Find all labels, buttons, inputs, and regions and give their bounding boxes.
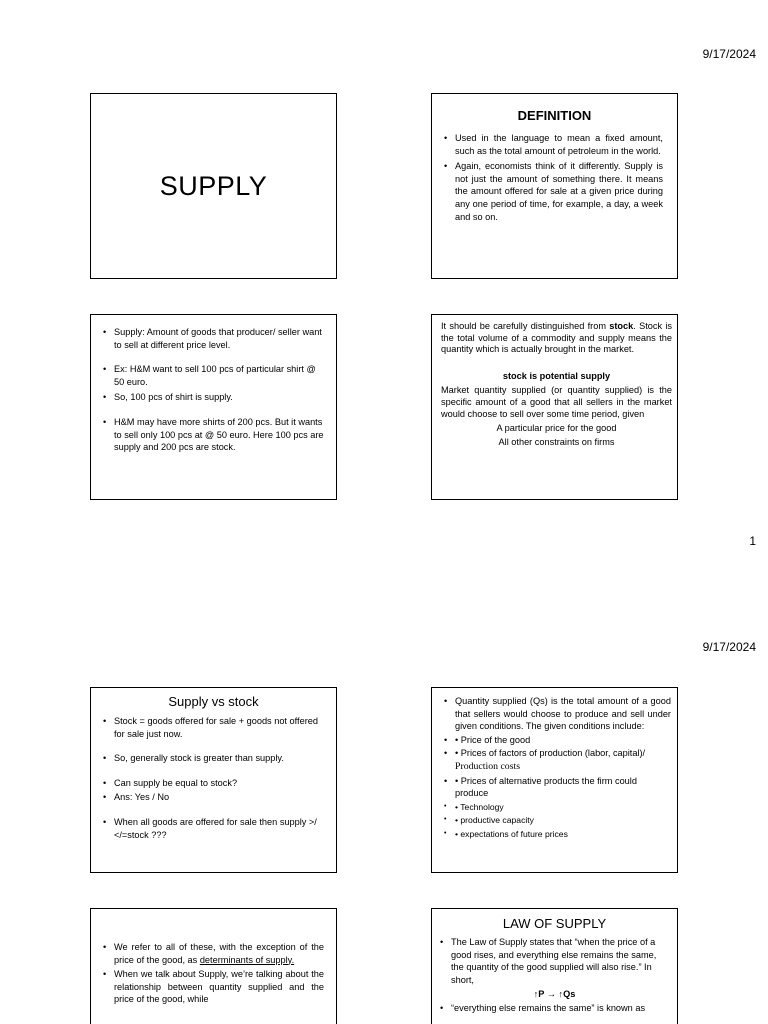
slide-title: LAW OF SUPPLY [502,916,607,931]
list-item: • • Technology [442,801,671,814]
list-item: • Used in the language to mean a fixed amount, such as the total amount of petroleum in the world. [442,132,663,157]
production-costs-text: Production costs [455,760,521,772]
list-item: • So, 100 pcs of shirt is supply. [101,391,324,404]
slide-supply-title [90,93,337,279]
list-item: • • Prices of alternative products the firm could produce [442,775,671,800]
list-item: • Stock = goods offered for sale + goods not offered for sale just now. [101,715,324,740]
list-item: • Supply: Amount of goods that producer/ seller want to sell at different price level. [101,326,324,351]
stock-term: stock [609,321,634,331]
list-item: • H&M may have more shirts of 200 pcs. But it wants to sell only 100 pcs at @ 50 euro. Here 100 pcs are supply and 200 pcs are stock. [101,416,324,454]
list-item: • We refer to all of these, with the exception of the price of the good, as determinants of supply. [101,941,324,966]
bullet-list [432,931,677,986]
slide-supply-example [90,314,337,500]
slide-law-of-supply [431,908,678,1024]
list-item: • Ex: H&M want to sell 100 pcs of particular shirt @ 50 euro. [101,363,324,388]
slide-stock-distinction [431,314,678,500]
list-item: • When we talk about Supply, we’re talking about the relationship between quantity supplied and the price of the good, while [101,968,324,1006]
bullet-list [91,709,336,841]
page-2-date: 9/17/2024 [702,640,756,654]
condition-line: A particular price for the good [496,423,617,434]
bullet-list [91,909,336,1006]
list-item: • “everything else remains the same” is known as [438,1002,669,1015]
list-item: • • Prices of factors of production (labor, capital)/ Production costs [442,747,671,773]
list-item: • • expectations of future prices [442,828,671,841]
slide-title: SUPPLY [159,171,268,201]
bullet-list [432,688,677,841]
slide-supply-vs-stock [90,687,337,873]
market-quantity-paragraph: Market quantity supplied (or quantity supplied) is the specific amount of a good that all sellers in the market would choose to sell over some time period, given [441,385,672,419]
list-item: • Ans: Yes / No [101,791,324,804]
list-item: • • Price of the good [442,734,671,747]
slide-determinants [90,908,337,1024]
bullet-list [432,1001,677,1015]
page-1-date: 9/17/2024 [702,47,756,61]
bullet-list [432,123,677,223]
slide-quantity-supplied [431,687,678,873]
list-item: • • productive capacity [442,814,671,827]
slide-title: Supply vs stock [168,694,259,709]
list-item: • So, generally stock is greater than supply. [101,752,324,765]
law-formula: ↑P → ↑Qs [533,989,576,1000]
page-number: 1 [749,534,756,548]
slide-definition [431,93,678,279]
stock-heading: stock is potential supply [502,370,611,381]
list-item: • When all goods are offered for sale then supply >/ </=stock ??? [101,816,324,841]
determinants-term: determinants of supply. [199,954,295,965]
stock-paragraph: It should be carefully distinguished from stock. Stock is the total volume of a commodity and supply means the quantity which is actually brought in the market. [441,321,672,355]
list-item: • The Law of Supply states that “when the price of a good rises, and everything else remains the same, the quantity of the good supplied will also rise.” In short, [438,936,669,986]
slide-title: DEFINITION [517,108,592,123]
list-item: • Can supply be equal to stock? [101,777,324,790]
list-item: • Quantity supplied (Qs) is the total amount of a good that sellers would choose to produce and sell under given conditions. The given conditions include: [442,695,671,733]
bullet-list [91,315,336,454]
condition-line: All other constraints on firms [498,436,615,447]
list-item: • Again, economists think of it differently. Supply is not just the amount of something there. It means the amount offered for sale at a given price during any one period of time, for example, a day, a week and so on. [442,160,663,223]
